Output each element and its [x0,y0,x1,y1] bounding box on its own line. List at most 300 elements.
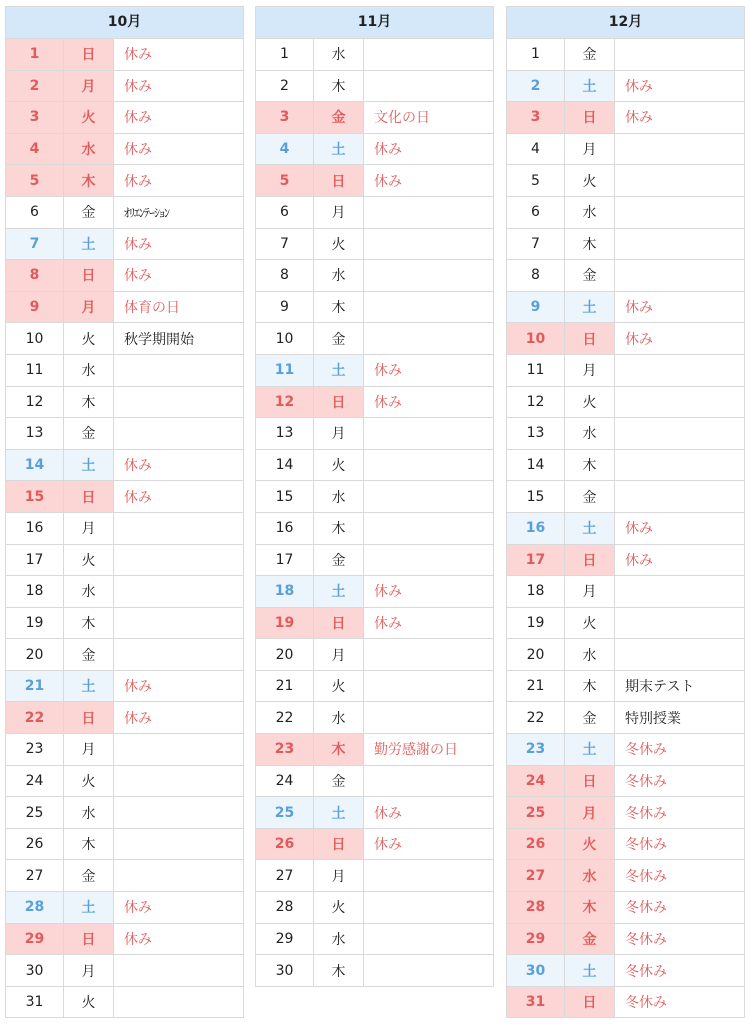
day-number: 9 [6,292,64,323]
day-of-week: 火 [565,829,615,860]
day-of-week: 水 [314,260,364,291]
day-note [114,608,243,639]
day-note [615,134,744,165]
day-row [6,892,243,924]
day-row [256,513,493,545]
day-number: 8 [507,260,565,291]
day-note: 休み [625,521,653,538]
day-of-week: 水 [565,197,615,228]
day-number: 17 [256,545,314,576]
day-number: 16 [256,513,314,544]
day-row [6,323,243,355]
day-of-week: 土 [565,71,615,102]
day-number: 7 [507,229,565,260]
day-row [6,860,243,892]
day-number: 5 [256,165,314,196]
day-row [6,955,243,987]
day-number: 11 [6,355,64,386]
day-of-week: 火 [314,892,364,923]
day-of-week: 月 [565,355,615,386]
day-note: 休み [374,363,402,380]
day-note: 冬休み [625,963,667,980]
day-note: 冬休み [625,931,667,948]
day-of-week: 水 [64,797,114,828]
day-number: 24 [6,766,64,797]
day-of-week: 木 [565,671,615,702]
day-number: 18 [256,576,314,607]
day-note [615,197,744,228]
day-of-week: 水 [64,355,114,386]
day-number: 23 [6,734,64,765]
day-row [6,797,243,829]
day-note [364,260,493,291]
day-number: 28 [6,892,64,923]
day-row [6,987,243,1018]
day-of-week: 日 [565,987,615,1018]
day-row [256,639,493,671]
day-row [6,576,243,608]
day-of-week: 金 [565,924,615,955]
day-row [507,576,744,608]
day-of-week: 水 [64,576,114,607]
day-of-week: 木 [314,71,364,102]
day-number: 10 [6,323,64,354]
month-header: 11月 [256,7,493,39]
day-of-week: 水 [314,702,364,733]
day-number: 4 [256,134,314,165]
day-number: 4 [507,134,565,165]
day-number: 19 [6,608,64,639]
day-of-week: 日 [565,323,615,354]
day-of-week: 木 [64,829,114,860]
day-number: 29 [6,924,64,955]
day-of-week: 日 [314,387,364,418]
day-of-week: 月 [565,134,615,165]
day-of-week: 土 [64,450,114,481]
day-note: 冬休み [625,805,667,822]
day-note: 休み [124,110,152,127]
day-of-week: 木 [565,450,615,481]
calendar-month-december [506,6,745,1018]
day-of-week: 木 [314,734,364,765]
day-note: 休み [124,142,152,159]
day-note [364,292,493,323]
day-of-week: 月 [565,797,615,828]
day-row [256,766,493,798]
day-row [507,292,744,324]
day-of-week: 日 [314,165,364,196]
day-row [507,102,744,134]
day-of-week: 木 [314,955,364,986]
day-of-week: 日 [565,545,615,576]
day-row [507,355,744,387]
day-number: 15 [507,481,565,512]
day-number: 3 [507,102,565,133]
day-number: 25 [256,797,314,828]
day-row [6,766,243,798]
day-number: 18 [507,576,565,607]
day-of-week: 火 [314,229,364,260]
day-note [364,229,493,260]
day-number: 1 [256,39,314,70]
day-note: 休み [374,142,402,159]
day-row [507,860,744,892]
day-note [364,860,493,891]
day-note [364,671,493,702]
day-of-week: 日 [565,102,615,133]
day-of-week: 火 [64,323,114,354]
day-number: 3 [6,102,64,133]
day-number: 12 [256,387,314,418]
day-of-week: 土 [314,797,364,828]
day-row [256,39,493,71]
day-note: 休み [374,394,402,411]
day-row [507,450,744,482]
day-row [507,671,744,703]
day-note [114,860,243,891]
day-row [6,229,243,261]
day-number: 4 [6,134,64,165]
day-row [507,165,744,197]
day-row [256,229,493,261]
day-number: 5 [6,165,64,196]
day-number: 16 [6,513,64,544]
day-note: 冬休み [625,900,667,917]
day-number: 15 [256,481,314,512]
day-of-week: 月 [314,418,364,449]
day-number: 24 [507,766,565,797]
day-of-week: 土 [565,734,615,765]
day-of-week: 金 [64,197,114,228]
day-note [615,418,744,449]
day-of-week: 水 [314,924,364,955]
day-number: 11 [256,355,314,386]
day-number: 20 [6,639,64,670]
day-number: 22 [256,702,314,733]
day-note [364,418,493,449]
day-note [364,481,493,512]
day-note [615,39,744,70]
day-number: 22 [6,702,64,733]
day-note [615,260,744,291]
day-number: 25 [6,797,64,828]
day-of-week: 木 [64,165,114,196]
day-row [507,387,744,419]
day-row [507,639,744,671]
day-number: 8 [256,260,314,291]
day-number: 2 [6,71,64,102]
day-row [507,608,744,640]
day-note [364,702,493,733]
day-number: 17 [6,545,64,576]
day-row [256,134,493,166]
day-note [615,165,744,196]
day-row [256,323,493,355]
day-note [615,355,744,386]
day-of-week: 日 [565,766,615,797]
day-row [507,766,744,798]
day-of-week: 金 [565,39,615,70]
day-note: 休み [374,837,402,854]
day-row [6,197,243,229]
day-number: 13 [256,418,314,449]
day-row [256,576,493,608]
day-number: 7 [6,229,64,260]
day-row [6,165,243,197]
day-row [6,829,243,861]
day-row [507,323,744,355]
day-of-week: 金 [64,639,114,670]
day-number: 23 [256,734,314,765]
day-note [615,608,744,639]
day-note [114,987,243,1018]
day-of-week: 水 [314,481,364,512]
day-number: 16 [507,513,565,544]
day-row [6,545,243,577]
day-of-week: 日 [64,260,114,291]
day-note: 特別授業 [625,710,681,727]
day-of-week: 金 [64,418,114,449]
day-note: 休み [124,679,152,696]
day-number: 15 [6,481,64,512]
day-row [6,102,243,134]
day-row [6,734,243,766]
day-row [256,955,493,986]
day-number: 28 [507,892,565,923]
day-row [507,229,744,261]
day-number: 24 [256,766,314,797]
day-number: 17 [507,545,565,576]
day-row [256,892,493,924]
day-number: 20 [256,639,314,670]
day-note [364,513,493,544]
day-of-week: 月 [565,576,615,607]
day-row [507,71,744,103]
day-note: 休み [124,489,152,506]
day-number: 28 [256,892,314,923]
day-note [114,829,243,860]
day-row [256,608,493,640]
day-row [507,513,744,545]
day-note [364,450,493,481]
day-note [364,71,493,102]
day-number: 14 [256,450,314,481]
day-row [507,702,744,734]
day-of-week: 金 [565,260,615,291]
day-number: 31 [507,987,565,1018]
day-number: 7 [256,229,314,260]
day-number: 19 [256,608,314,639]
day-number: 12 [6,387,64,418]
day-of-week: 土 [314,134,364,165]
day-number: 6 [6,197,64,228]
day-row [256,418,493,450]
day-note [114,418,243,449]
day-of-week: 火 [64,766,114,797]
day-number: 31 [6,987,64,1018]
day-note [364,639,493,670]
day-note [114,955,243,986]
day-note: 休み [124,458,152,475]
day-row [507,829,744,861]
day-note [615,387,744,418]
day-row [256,481,493,513]
day-of-week: 金 [314,323,364,354]
day-row [507,197,744,229]
day-number: 27 [6,860,64,891]
day-row [256,292,493,324]
day-note [114,797,243,828]
day-row [507,955,744,987]
day-of-week: 水 [64,134,114,165]
day-note [114,545,243,576]
day-of-week: 日 [64,39,114,70]
day-number: 29 [256,924,314,955]
day-note: 休み [625,331,653,348]
day-of-week: 月 [64,513,114,544]
day-of-week: 火 [314,671,364,702]
day-note: 休み [124,931,152,948]
day-note: 休み [124,900,152,917]
calendar-month-november [255,6,494,987]
day-note: 冬休み [625,837,667,854]
day-number: 26 [256,829,314,860]
day-note [114,355,243,386]
day-note: 休み [625,552,653,569]
day-row [507,134,744,166]
day-row [256,260,493,292]
day-row [6,260,243,292]
day-number: 18 [6,576,64,607]
day-number: 6 [256,197,314,228]
day-note [364,545,493,576]
day-row [507,545,744,577]
day-of-week: 火 [314,450,364,481]
day-number: 30 [6,955,64,986]
day-row [256,102,493,134]
day-number: 21 [507,671,565,702]
day-number: 30 [507,955,565,986]
day-note: 冬休み [625,868,667,885]
day-row [6,608,243,640]
day-note [364,39,493,70]
day-of-week: 日 [314,829,364,860]
day-number: 21 [256,671,314,702]
day-row [507,892,744,924]
day-of-week: 金 [64,860,114,891]
day-of-week: 金 [314,545,364,576]
day-number: 27 [256,860,314,891]
day-of-week: 木 [64,608,114,639]
day-note: 休み [124,78,152,95]
day-note [615,481,744,512]
day-row [6,481,243,513]
day-note: 休み [124,268,152,285]
day-number: 2 [256,71,314,102]
day-row [6,639,243,671]
day-of-week: 木 [565,229,615,260]
month-rows [256,39,493,986]
day-number: 14 [6,450,64,481]
day-of-week: 土 [64,671,114,702]
day-note [615,639,744,670]
day-of-week: 金 [565,481,615,512]
day-row [507,924,744,956]
day-of-week: 水 [565,639,615,670]
day-row [507,734,744,766]
day-note: 秋学期開始 [124,331,194,348]
day-number: 19 [507,608,565,639]
day-row [507,797,744,829]
day-of-week: 金 [314,766,364,797]
day-number: 14 [507,450,565,481]
day-note: 休み [625,300,653,317]
day-number: 26 [507,829,565,860]
day-note [364,955,493,986]
day-of-week: 月 [64,955,114,986]
day-row [6,71,243,103]
day-row [256,355,493,387]
day-of-week: 火 [64,545,114,576]
day-of-week: 月 [64,71,114,102]
day-note: ｵﾘｴﾝﾃｰｼｮﾝ [124,205,170,220]
day-row [507,39,744,71]
day-note: 文化の日 [374,110,430,127]
day-of-week: 火 [565,387,615,418]
day-of-week: 金 [314,102,364,133]
day-row [6,39,243,71]
day-number: 25 [507,797,565,828]
day-of-week: 日 [64,481,114,512]
day-of-week: 金 [565,702,615,733]
day-number: 5 [507,165,565,196]
day-note [364,197,493,228]
day-number: 13 [6,418,64,449]
month-rows [507,39,744,1017]
day-note [114,639,243,670]
day-of-week: 月 [314,639,364,670]
day-note [364,323,493,354]
day-row [256,165,493,197]
day-note [615,229,744,260]
day-note [615,450,744,481]
day-of-week: 土 [64,892,114,923]
day-row [6,513,243,545]
day-note [364,766,493,797]
day-of-week: 月 [314,197,364,228]
day-of-week: 木 [64,387,114,418]
day-of-week: 水 [565,860,615,891]
day-row [256,671,493,703]
day-row [256,387,493,419]
day-of-week: 月 [64,292,114,323]
day-row [256,924,493,956]
day-of-week: 木 [314,292,364,323]
day-number: 8 [6,260,64,291]
day-note [114,576,243,607]
day-number: 2 [507,71,565,102]
day-of-week: 土 [314,355,364,386]
day-of-week: 土 [565,513,615,544]
day-number: 6 [507,197,565,228]
day-number: 22 [507,702,565,733]
day-number: 9 [507,292,565,323]
day-row [256,860,493,892]
month-header: 12月 [507,7,744,39]
day-number: 13 [507,418,565,449]
day-of-week: 木 [565,892,615,923]
day-row [6,450,243,482]
